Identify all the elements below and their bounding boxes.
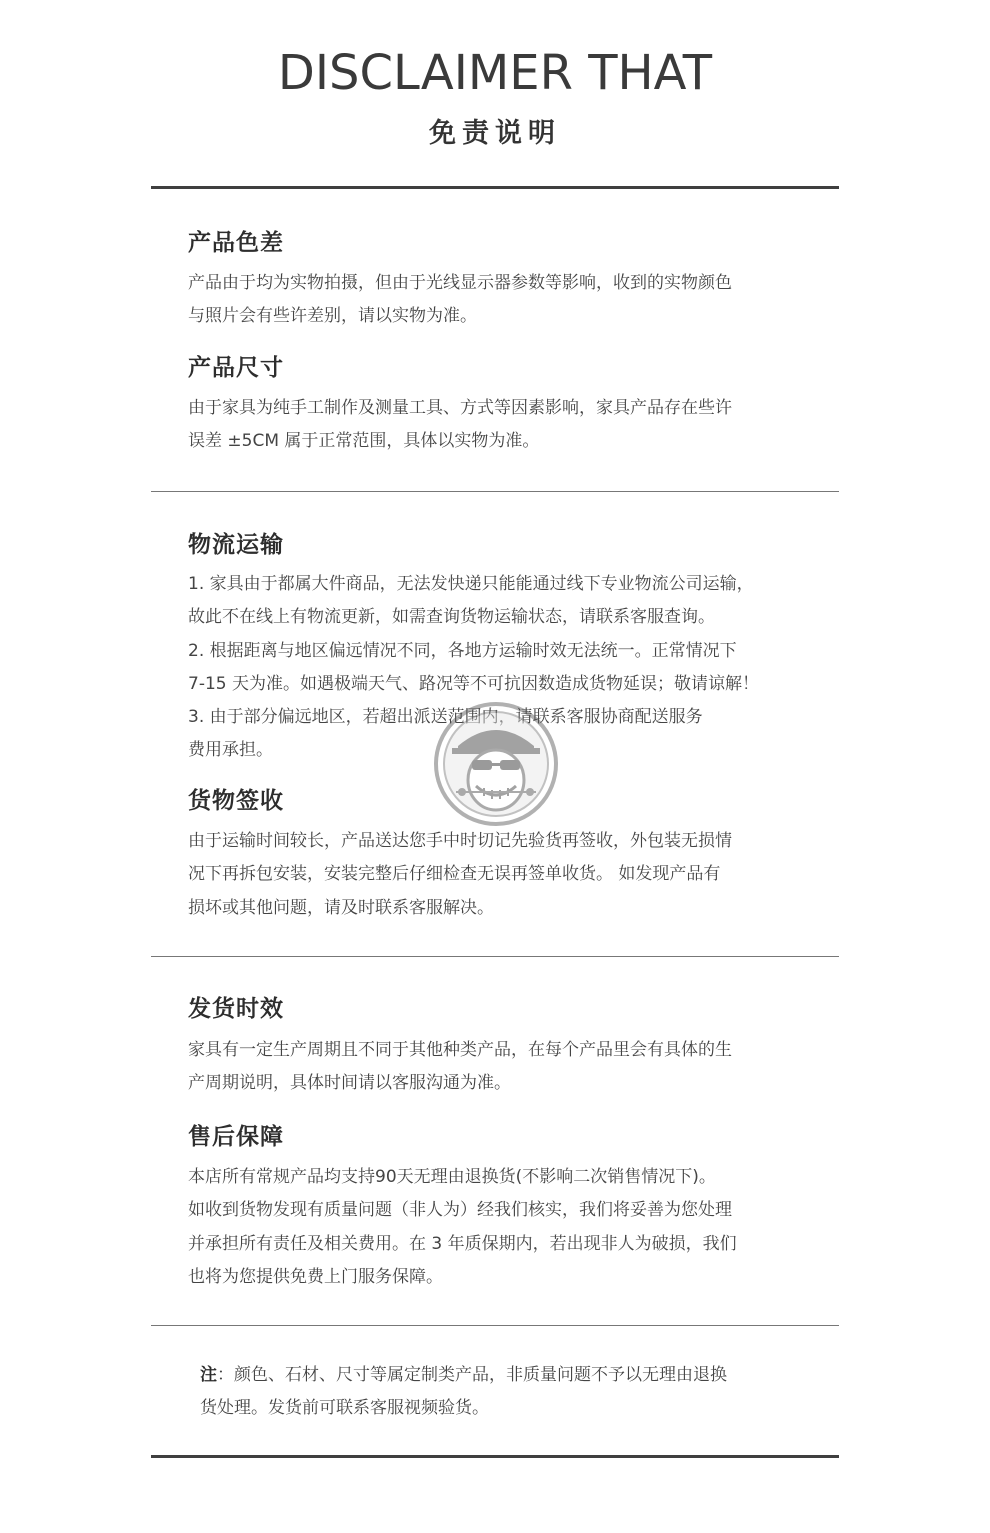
section-line: 故此不在线上有物流更新，如需查询货物运输状态，请联系客服查询。 (188, 607, 715, 628)
section-title-size: 产品尺寸 (188, 355, 284, 381)
section-line: 1. 家具由于都属大件商品，无法发快递只能能通过线下专业物流公司运输， (188, 574, 754, 594)
section-line: 由于家具为纯手工制作及测量工具、方式等因素影响，家具产品存在些许 (188, 398, 732, 418)
section-line: 7-15 天为准。如遇极端天气、路况等不可抗因数造成货物延误；敬请谅解！ (188, 673, 759, 694)
section-title-shipping-time: 发货时效 (188, 996, 284, 1022)
section-title-color-difference: 产品色差 (188, 230, 284, 256)
section-line: 费用承担。 (188, 740, 273, 761)
divider (151, 1325, 839, 1326)
note-text: ：颜色、石材、尺寸等属定制类产品，非质量问题不予以无理由退换 (217, 1365, 727, 1385)
section-line: 如收到货物发现有质量问题（非人为）经我们核实，我们将妥善为您处理 (188, 1200, 732, 1221)
section-line: 本店所有常规产品均支持90天无理由退换货(不影响二次销售情况下)。 (188, 1167, 716, 1187)
note-line: 货处理。发货前可联系客服视频验货。 (200, 1398, 489, 1418)
section-line: 况下再拆包安装，安装完整后仔细检查无误再签单收货。 如发现产品有 (188, 864, 721, 885)
section-title-logistics: 物流运输 (188, 532, 284, 558)
note-label: 注 (200, 1365, 217, 1385)
section-line: 也将为您提供免费上门服务保障。 (188, 1266, 443, 1287)
bottom-divider (151, 1455, 839, 1458)
section-line: 损坏或其他问题，请及时联系客服解决。 (188, 897, 494, 918)
section-title-after-sales: 售后保障 (188, 1124, 284, 1150)
section-line: 家具有一定生产周期且不同于其他种类产品，在每个产品里会有具体的生 (188, 1040, 732, 1060)
note-block (200, 1359, 830, 1425)
section-line: 产周期说明，具体时间请以客服沟通为准。 (188, 1073, 511, 1094)
page-title-cn: 免责说明 (429, 118, 561, 149)
divider (151, 956, 839, 957)
divider (151, 491, 839, 492)
section-body-size (188, 392, 838, 459)
section-line: 3. 由于部分偏远地区，若超出派送范围内，请联系客服协商配送服务 (188, 707, 703, 728)
section-body-color-difference (188, 267, 838, 334)
top-divider (151, 186, 839, 189)
section-body-shipping-time (188, 1034, 838, 1101)
section-line: 并承担所有责任及相关费用。在 3 年质保期内，若出现非人为破损，我们 (188, 1233, 737, 1254)
section-line: 产品由于均为实物拍摄，但由于光线显示器参数等影响，收到的实物颜色 (188, 273, 732, 293)
section-line: 由于运输时间较长，产品送达您手中时切记先验货再签收，外包装无损情 (188, 831, 732, 851)
watermark-logo-icon (432, 700, 560, 828)
section-body-after-sales (188, 1161, 838, 1294)
section-line: 与照片会有些许差别，请以实物为准。 (188, 306, 477, 327)
section-line: 误差 ±5CM 属于正常范围，具体以实物为准。 (188, 431, 540, 452)
page-title-en: DISCLAIMER THAT (277, 45, 713, 101)
section-line: 2. 根据距离与地区偏远情况不同，各地方运输时效无法统一。正常情况下 (188, 640, 737, 661)
note-line (200, 1359, 830, 1392)
section-title-receipt: 货物签收 (188, 788, 284, 814)
section-body-receipt (188, 825, 838, 925)
